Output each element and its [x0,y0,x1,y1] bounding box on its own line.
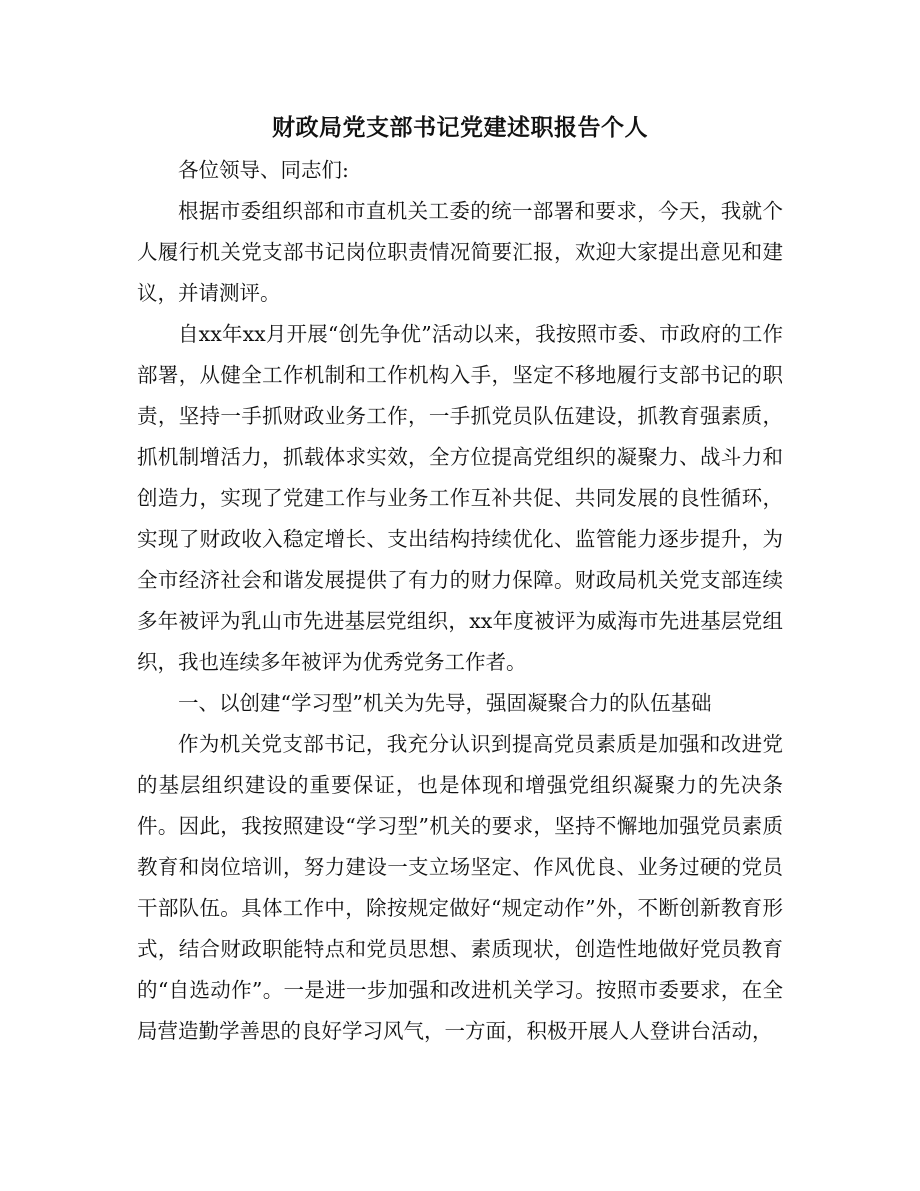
paragraph-section-1: 作为机关党支部书记，我充分认识到提高党员素质是加强和改进党的基层组织建设的重要保证，也是体现和增强党组织凝聚力的先决条件。因此，我按照建设“学习型”机关的要求，坚持不懈地加强党员素质教育和岗位培训，努力建设一支立场坚定、作风优良、业务过硬的党员干部队伍。具体工作中，除按规定做好“规定动作”外，不断创新教育形式，结合财政职能特点和党员思想、素质现状，创造性地做好党员教育的“自选动作”。一是进一步加强和改进机关学习。按照市委要求，在全局营造勤学善思的良好学习风气，一方面，积极开展人人登讲台活动， [137,732,783,1043]
document-body [137,150,783,1052]
paragraph-greeting: 各位领导、同志们: [178,158,349,182]
document-title: 财政局党支部书记党建述职报告个人 [272,114,648,141]
paragraph-overview: 自xx年xx月开展“创先争优”活动以来，我按照市委、市政府的工作部署，从健全工作机制和工作机构入手，坚定不移地履行支部书记的职责，坚持一手抓财政业务工作，一手抓党员队伍建设，抓教育强素质，抓机制增活力，抓载体求实效，全方位提高党组织的凝聚力、战斗力和创造力，实现了党建工作与业务工作互补共促、共同发展的良性循环，实现了财政收入稳定增长、支出结构持续优化、监管能力逐步提升，为全市经济社会和谐发展提供了有力的财力保障。财政局机关党支部连续多年被评为乳山市先进基层党组织，xx年度被评为威海市先进基层党组织，我也连续多年被评为优秀党务工作者。 [137,322,783,674]
section-heading-1: 一、以创建“学习型”机关为先导，强固凝聚合力的队伍基础 [178,691,712,715]
paragraph-intro: 根据市委组织部和市直机关工委的统一部署和要求，今天，我就个人履行机关党支部书记岗位职责情况简要汇报，欢迎大家提出意见和建议，并请测评。 [137,199,783,305]
